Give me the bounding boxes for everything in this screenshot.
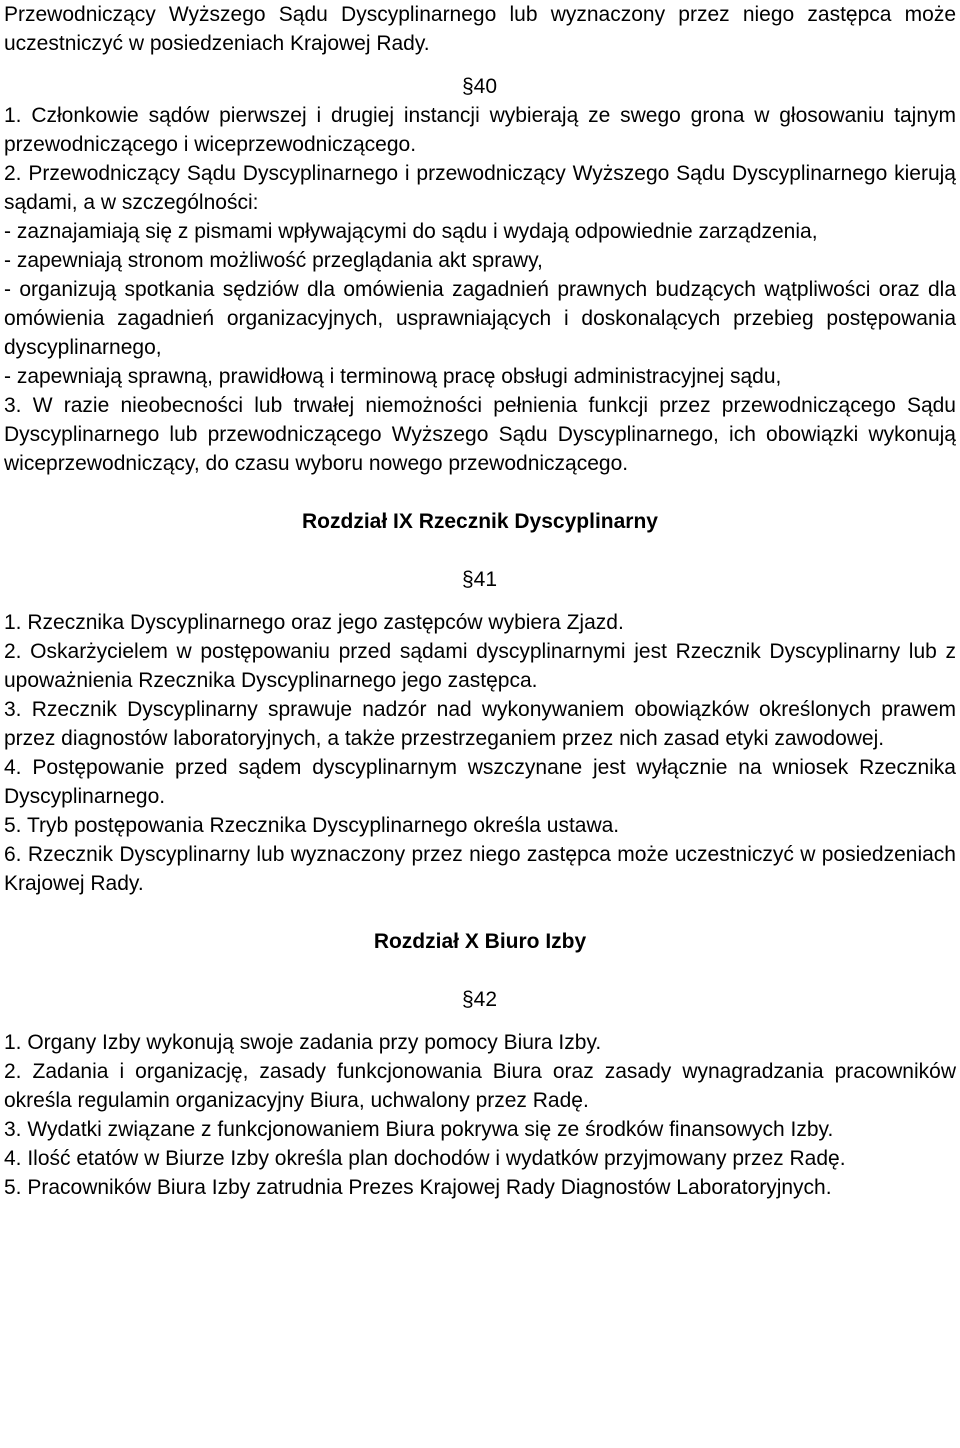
- section-sign-40: [4, 72, 956, 101]
- paragraph-41-3: 3. Rzecznik Dyscyplinarny sprawuje nadzór nad wykonywaniem obowiązków określonych prawem przez diagnostów laboratoryjnych, a także przestrzeganiem przez nich zasad etyki zawodowej.: [4, 698, 956, 750]
- chapter-title-x: Rozdział X Biuro Izby: [373, 930, 587, 953]
- paragraph-42-5: 5. Pracowników Biura Izby zatrudnia Prezes Krajowej Rady Diagnostów Laboratoryjnych.: [4, 1176, 832, 1199]
- paragraph-40-2: 2. Przewodniczący Sądu Dyscyplinarnego i przewodniczący Wyższego Sądu Dyscyplinarnego kierują sądami, a w szczególności:: [4, 162, 956, 214]
- paragraph-40-1: 1. Członkowie sądów pierwszej i drugiej instancji wybierają ze swego grona w głosowaniu tajnym przewodniczącego i wiceprzewodniczącego.: [4, 104, 956, 156]
- paragraph-42-3: 3. Wydatki związane z funkcjonowaniem Biura pokrywa się ze środków finansowych Izby.: [4, 1118, 834, 1141]
- paragraph-42-4: 4. Ilość etatów w Biurze Izby określa plan dochodów i wydatków przyjmowany przez Radę.: [4, 1147, 846, 1170]
- chapter-title-ix: Rozdział IX Rzecznik Dyscyplinarny: [302, 510, 658, 533]
- section-sign: §40: [462, 75, 498, 98]
- list-item-40-a: - zaznajamiają się z pismami wpływającymi do sądu i wydają odpowiednie zarządzenia,: [4, 220, 818, 243]
- list-item-40-b: - zapewniają stronom możliwość przeglądania akt sprawy,: [4, 249, 543, 272]
- paragraph-41-5: 5. Tryb postępowania Rzecznika Dyscyplinarnego określa ustawa.: [4, 814, 620, 837]
- paragraph-41-4: 4. Postępowanie przed sądem dyscyplinarnym wszczynane jest wyłącznie na wniosek Rzecznika Dyscyplinarnego.: [4, 756, 956, 808]
- section-sign: §41: [462, 568, 498, 591]
- list-item-40-c: - organizują spotkania sędziów dla omówienia zagadnień prawnych budzących wątpliwości oraz dla omówienia zagadnień organizacyjnych, usprawniających i doskonalących przebieg postępowania dyscyplinarnego,: [4, 278, 956, 359]
- intro-paragraph: Przewodniczący Wyższego Sądu Dyscyplinarnego lub wyznaczony przez niego zastępca może uczestniczyć w posiedzeniach Krajowej Rady.: [4, 3, 956, 55]
- section-sign: §42: [462, 988, 498, 1011]
- paragraph-41-6: 6. Rzecznik Dyscyplinarny lub wyznaczony przez niego zastępca może uczestniczyć w posiedzeniach Krajowej Rady.: [4, 843, 956, 895]
- paragraph-41-2: 2. Oskarżycielem w postępowaniu przed sądami dyscyplinarnymi jest Rzecznik Dyscyplinarny lub z upoważnienia Rzecznika Dyscyplinarnego jego zastępca.: [4, 640, 956, 692]
- section-sign-42: [4, 985, 956, 1014]
- paragraph-42-2: 2. Zadania i organizację, zasady funkcjonowania Biura oraz zasady wynagradzania pracowników określa regulamin organizacyjny Biura, uchwalony przez Radę.: [4, 1060, 956, 1112]
- paragraph-40-3: 3. W razie nieobecności lub trwałej niemożności pełnienia funkcji przez przewodniczącego Sądu Dyscyplinarnego lub przewodniczącego Wyższego Sądu Dyscyplinarnego, ich obowiązki wykonują wiceprzewodniczący, do czasu wyboru nowego przewodniczącego.: [4, 394, 956, 475]
- paragraph-42-1: 1. Organy Izby wykonują swoje zadania przy pomocy Biura Izby.: [4, 1031, 602, 1054]
- list-item-40-d: - zapewniają sprawną, prawidłową i terminową pracę obsługi administracyjnej sądu,: [4, 365, 782, 388]
- section-sign-41: [4, 565, 956, 594]
- paragraph-41-1: 1. Rzecznika Dyscyplinarnego oraz jego zastępców wybiera Zjazd.: [4, 611, 624, 634]
